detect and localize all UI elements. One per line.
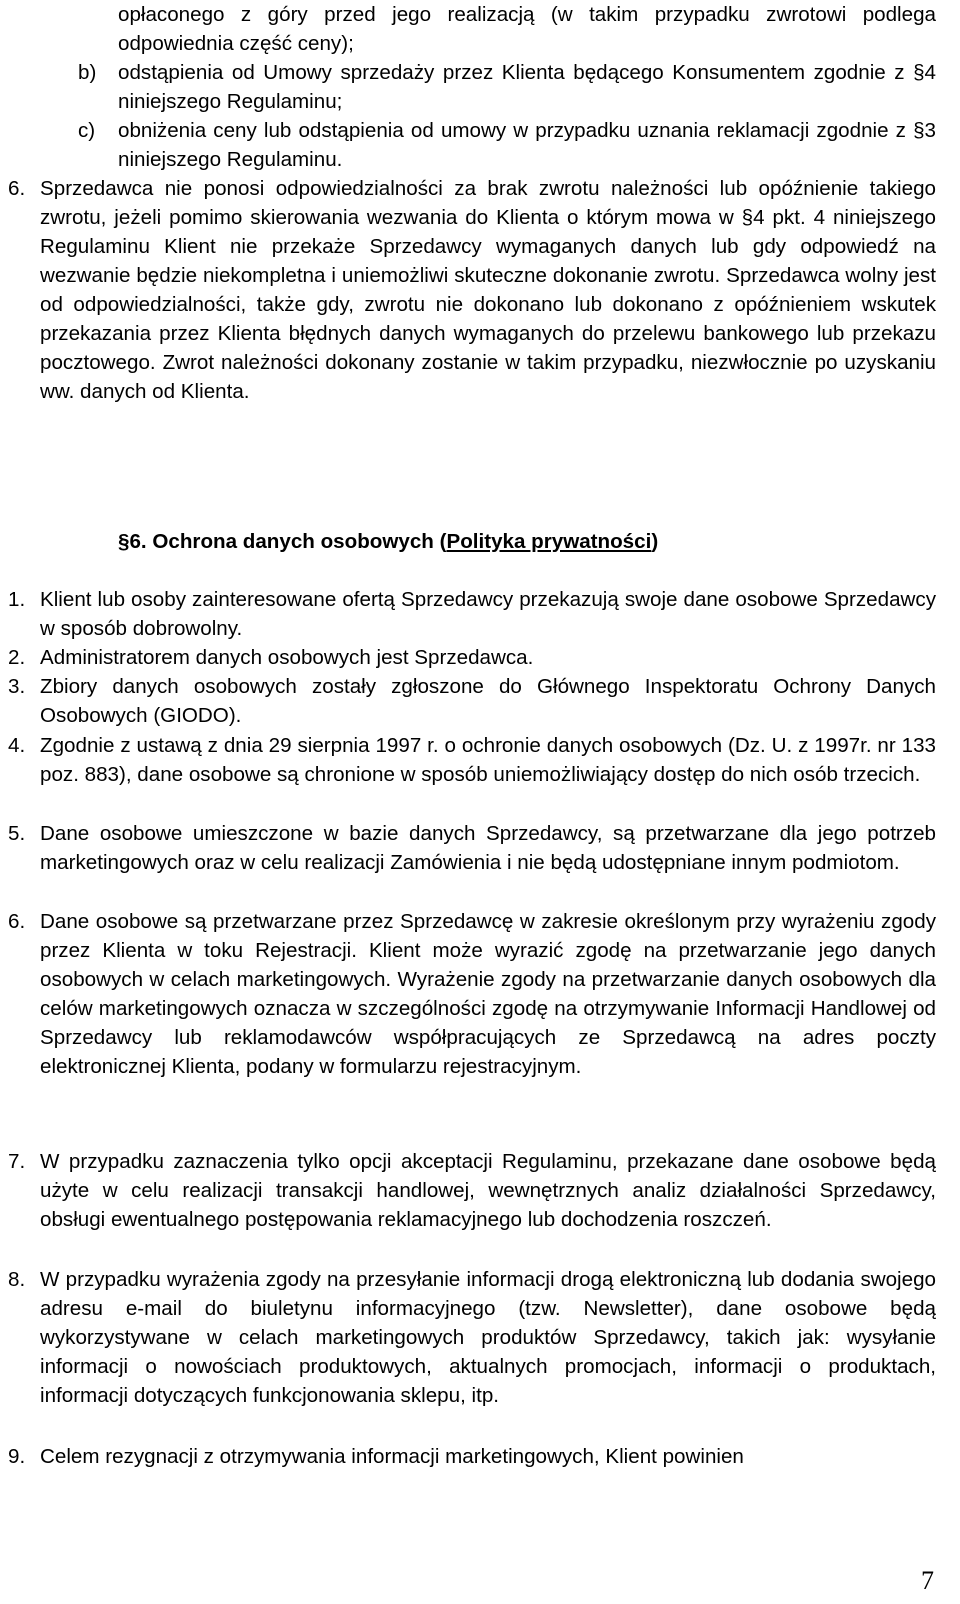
section-title-end: ): [651, 530, 659, 553]
section-number: §6.: [118, 530, 147, 553]
list-item-9: [8, 1442, 936, 1471]
list-item-text: W przypadku wyrażenia zgody na przesyłanie informacji drogą elektroniczną lub dodania swojego adresu e-mail do biuletynu informacyjnego (tzw. Newsletter), dane osobowe będą wykorzystywane w celach marketingowych produktów Sprzedawcy, takich jak: wysyłanie informacji o nowościach produktowych, aktualnych promocjach, informacji o produktach, informacji dotyczących funkcjonowania sklepu, itp.: [40, 1268, 936, 1407]
list-item-label: b): [78, 61, 97, 84]
list-item-label: 2.: [8, 646, 26, 669]
list-item-text: odstąpienia od Umowy sprzedaży przez Klienta będącego Konsumentem zgodnie z §4 niniejszego Regulaminu;: [118, 61, 936, 113]
list-item-label: 8.: [8, 1268, 26, 1291]
list-item-b: [78, 58, 936, 116]
list-item-text: Dane osobowe umieszczone w bazie danych Sprzedawcy, są przetwarzane dla jego potrzeb marketingowych oraz w celu realizacji Zamówienia i nie będą udostępniane innym podmiotom.: [40, 822, 936, 874]
list-item-label: 9.: [8, 1445, 26, 1468]
list-item-7: [8, 1147, 936, 1234]
list-item-label: 5.: [8, 822, 26, 845]
continuation-text: opłaconego z góry przed jego realizacją (w takim przypadku zwrotowi podlega odpowiednia część ceny);: [118, 3, 936, 55]
point-label: 6.: [8, 177, 26, 200]
section-title: Ochrona danych osobowych (: [152, 530, 447, 553]
section-heading: [118, 527, 658, 556]
list-item-4: [8, 731, 936, 789]
page-number: 7: [921, 1566, 934, 1595]
list-item-label: c): [78, 119, 96, 142]
privacy-policy-link-text: Polityka prywatności: [446, 530, 652, 553]
list-item-c: [78, 116, 936, 174]
list-item-text: Klient lub osoby zainteresowane ofertą Sprzedawcy przekazują swoje dane osobowe Sprzedawcy w sposób dobrowolny.: [40, 588, 936, 640]
list-item-label: 7.: [8, 1150, 26, 1173]
list-item-text: Celem rezygnacji z otrzymywania informacji marketingowych, Klient powinien: [40, 1445, 744, 1468]
list-item-text: Administratorem danych osobowych jest Sprzedawca.: [40, 646, 534, 669]
list-item-8: [8, 1265, 936, 1410]
point-6-paragraph: [8, 174, 936, 406]
list-item-1: [8, 585, 936, 643]
list-item-text: Dane osobowe są przetwarzane przez Sprzedawcę w zakresie określonym przy wyrażeniu zgody przez Klienta w toku Rejestracji. Klient może wyrazić zgodę na przetwarzanie jego danych osobowych w celach marketingowych. Wyrażenie zgody na przetwarzanie danych osobowych dla celów marketingowych oznacza w szczególności zgodę na otrzymywanie Informacji Handlowej od Sprzedawcy lub reklamodawców współpracujących ze Sprzedawcą na adres poczty elektronicznej Klienta, podany w formularzu rejestracyjnym.: [40, 910, 936, 1078]
list-item-label: 4.: [8, 734, 26, 757]
list-item-text: Zgodnie z ustawą z dnia 29 sierpnia 1997 r. o ochronie danych osobowych (Dz. U. z 1997r. nr 133 poz. 883), dane osobowe są chronione w sposób uniemożliwiający dostęp do nich osób trzecich.: [40, 734, 936, 786]
list-item-5: [8, 819, 936, 877]
list-item-text: Zbiory danych osobowych zostały zgłoszone do Głównego Inspektoratu Ochrony Danych Osobowych (GIODO).: [40, 675, 936, 727]
list-item-3: [8, 672, 936, 730]
list-item-label: 6.: [8, 910, 26, 933]
list-item-text: obniżenia ceny lub odstąpienia od umowy w przypadku uznania reklamacji zgodnie z §3 niniejszego Regulaminu.: [118, 119, 936, 171]
list-item-text: W przypadku zaznaczenia tylko opcji akceptacji Regulaminu, przekazane dane osobowe będą użyte w celu realizacji transakcji handlowej, wewnętrznych analiz działalności Sprzedawcy, obsługi ewentualnego postępowania reklamacyjnego lub dochodzenia roszczeń.: [40, 1150, 936, 1231]
list-item-6: [8, 907, 936, 1081]
list-item-label: 1.: [8, 588, 26, 611]
list-item-label: 3.: [8, 675, 26, 698]
continuation-paragraph: [118, 0, 936, 58]
point-text: Sprzedawca nie ponosi odpowiedzialności za brak zwrotu należności lub opóźnienie takiego zwrotu, jeżeli pomimo skierowania wezwania do Klienta o którym mowa w §4 pkt. 4 niniejszego Regulaminu Klient nie przekaże Sprzedawcy wymaganych danych lub gdy odpowiedź na wezwanie będzie niekompletna i uniemożliwi skuteczne dokonanie zwrotu. Sprzedawca wolny jest od odpowiedzialności, także gdy, zwrotu nie dokonano lub dokonano z opóźnieniem wskutek przekazania przez Klienta błędnych danych wymaganych do przelewu bankowego lub przekazu pocztowego. Zwrot należności dokonany zostanie w takim przypadku, niezwłocznie po uzyskaniu ww. danych od Klienta.: [40, 177, 936, 403]
list-item-2: [8, 643, 936, 672]
